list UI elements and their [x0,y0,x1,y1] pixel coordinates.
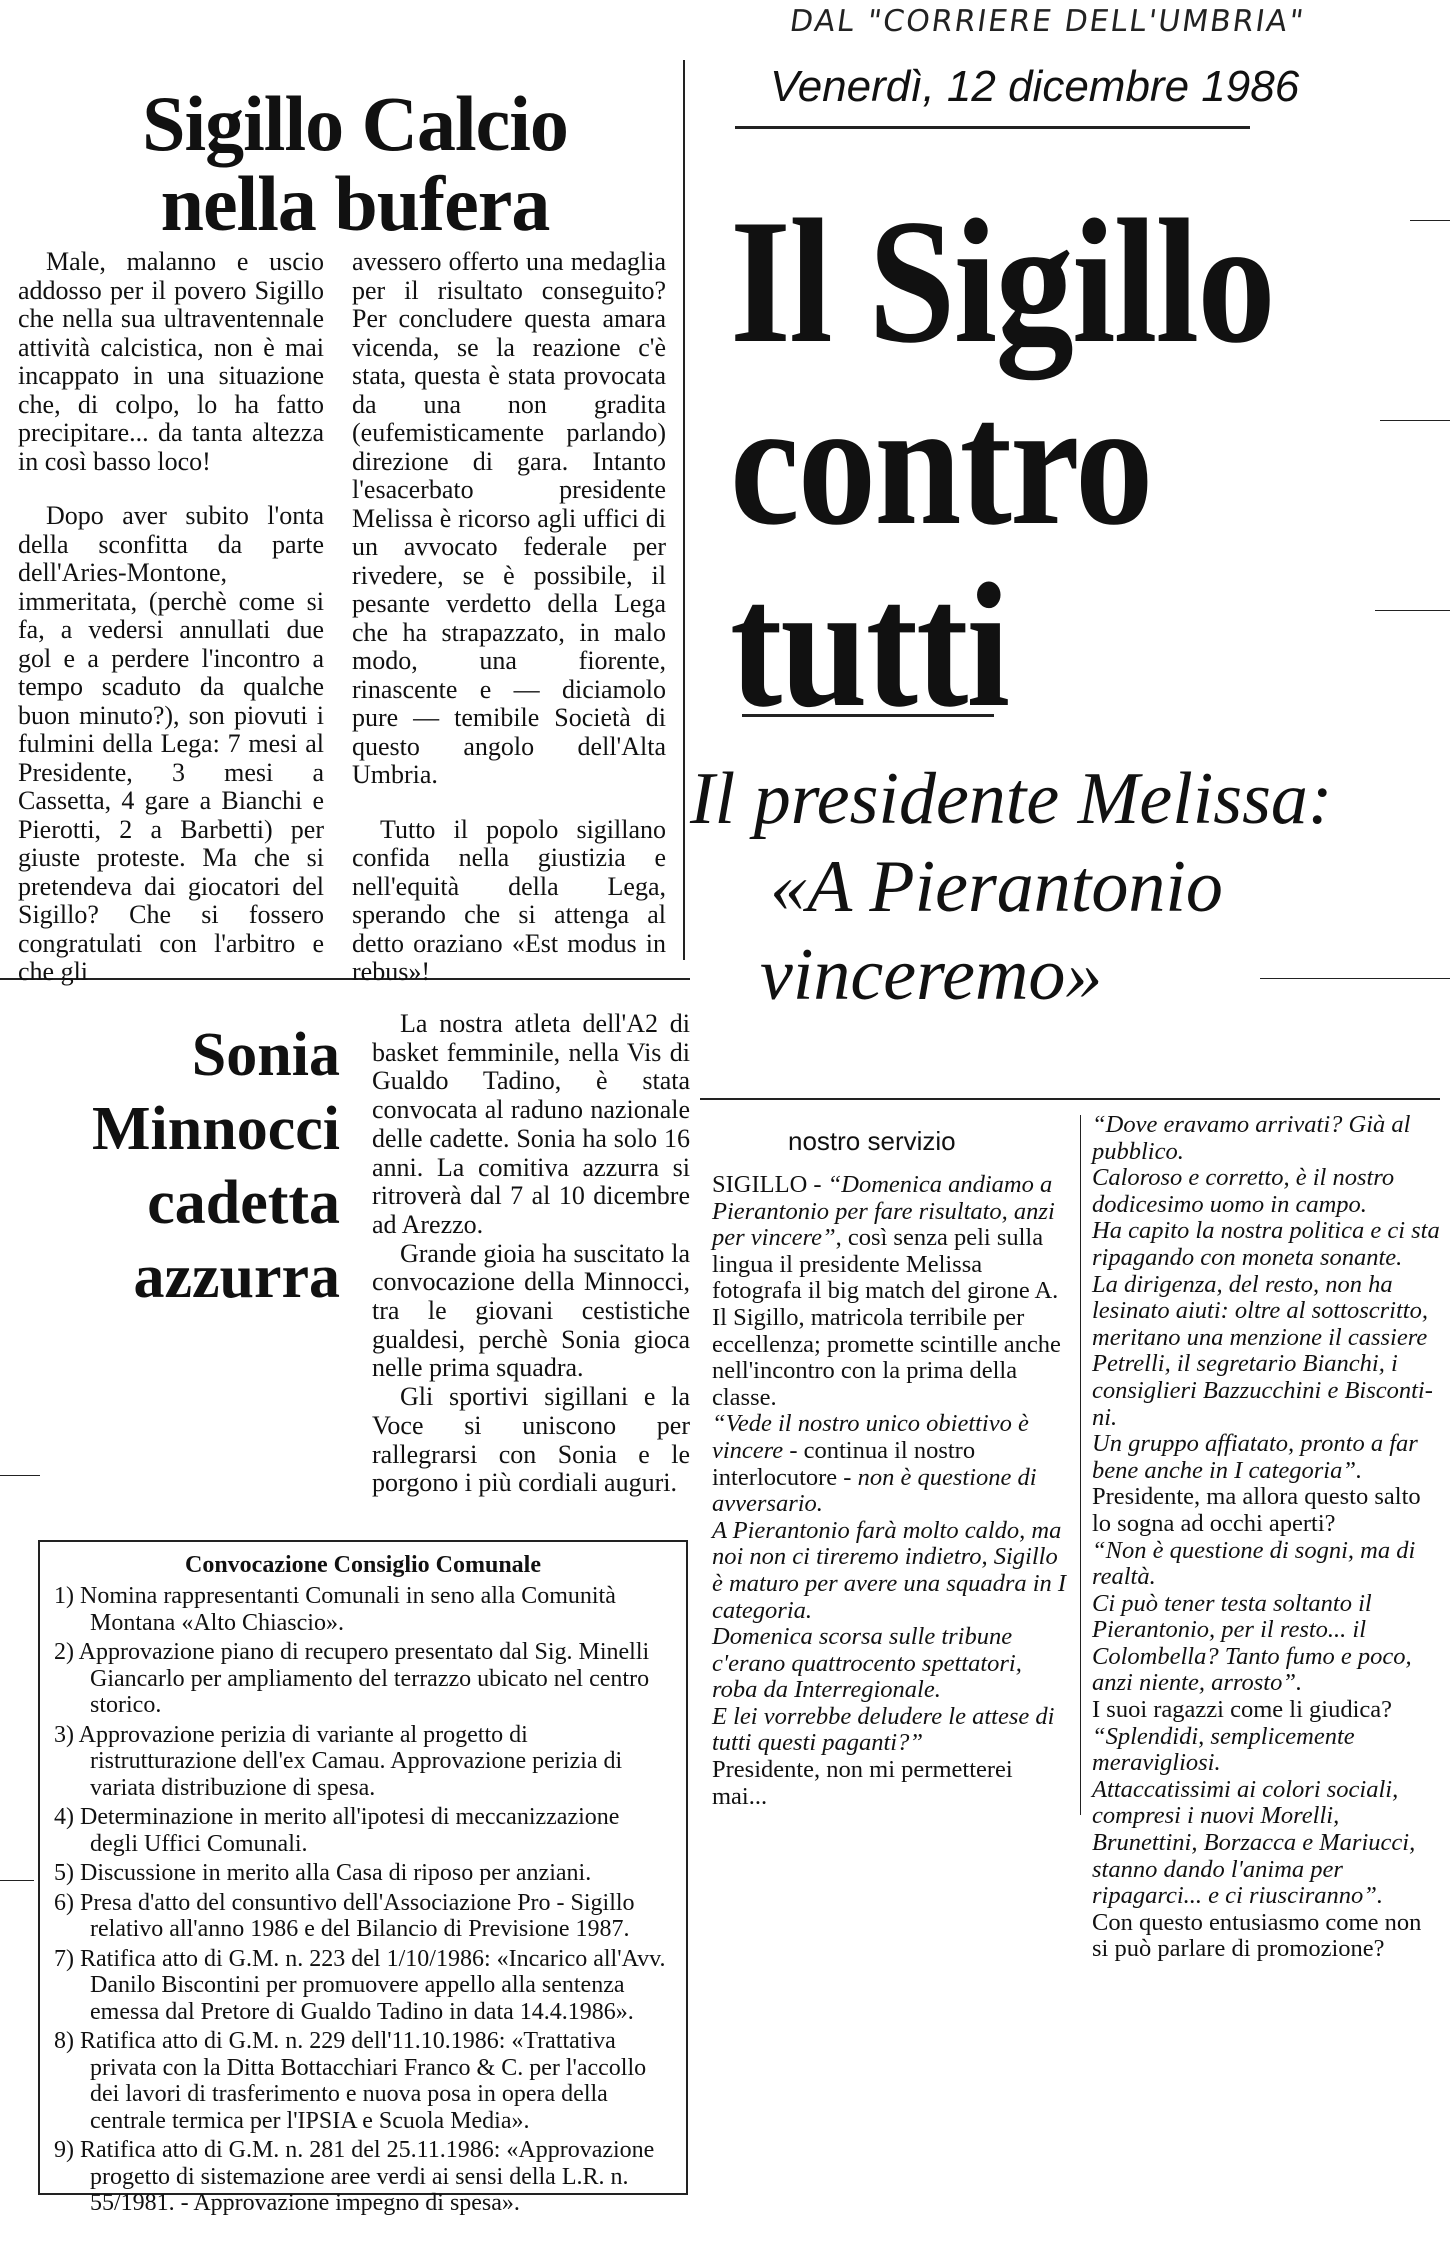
interview-column-1 [712,1172,1070,1810]
headline-line: cadetta [147,1169,340,1237]
list-item: 7) Ratifica atto di G.M. n. 223 del 1/10/1986: «Incarico all'Avv. Danilo Biscontini per promuovere appello alla sentenza emessa dal Pretore di Gualdo Tadino in data 14.4.1986». [54,1945,666,2025]
quoted-speech: Domenica scorsa sulle tribune c'erano quattrocento spettatori, roba da Interregionale. [712,1623,1022,1704]
quoted-speech: “Domenica andiamo a Pierantonio per fare risultato, anzi per vincere” [712,1171,1055,1252]
quoted-speech: “Vede il nostro unico obiettivo è vincere [712,1410,1029,1464]
interview-column-2 [1092,1112,1440,1963]
headline-line: contro [730,364,1152,562]
interview-paragraph [1092,1777,1440,1910]
margin-mark [1380,420,1450,421]
paragraph: Gli sportivi sigillani e la Voce si uniscono per rallegrarsi con Sonia e le porgono i più cordiali auguri. [372,1382,690,1498]
narration: Con questo entusiasmo come non si può parlare di promozione? [1092,1908,1422,1963]
quoted-speech: Caloroso e corretto, è il nostro dodicesimo uomo in campo. [1092,1164,1395,1218]
interview-paragraph [1092,1431,1440,1484]
headline-line: azzurra [133,1243,340,1311]
headline-line: Sigillo Calcio [142,80,568,167]
subheadline-line: «A Pierantonio [770,846,1223,928]
interview-paragraph [1092,1165,1440,1218]
quoted-speech: non è questione di avversario. [712,1463,1037,1518]
list-item: 6) Presa d'atto del consuntivo dell'Associazione Pro - Sigillo relativo all'anno 1986 e del Bilancio di Previsione 1987. [54,1889,635,1942]
article-sigillo-calcio-column-1 [18,248,324,987]
interview-column-divider [1080,1115,1081,1815]
interview-paragraph [712,1305,1070,1411]
list-item: 2) Approvazione piano di recupero presentato dal Sig. Minelli Giancarlo per ampliamento del terrazzo ubicato nel centro storico. [54,1639,650,1718]
interview-paragraph [712,1624,1070,1704]
subheadline-line: Il presidente Melissa: [690,758,1333,840]
date-underline [735,126,1250,129]
headline-line: Minnocci [92,1095,340,1163]
quoted-speech: “Splendidi, semplicemente meravigliosi. [1092,1722,1355,1777]
list-item: 4) Determinazione in merito all'ipotesi di meccanizzazione degli Uffici Comunali. [54,1804,620,1857]
council-notice-box [38,1540,688,2216]
interview-paragraph [712,1757,1070,1810]
narration: - continua il nostro interlocutore - [712,1436,976,1491]
paragraph: Male, malanno e uscio addosso per il povero Sigillo che nella sua ultraventennale attività calcistica, non è mai incappato in una situazione che, di colpo, lo ha fatto precipitare... da tanta altezza in così basso loco! [18,247,324,476]
interview-paragraph [1092,1910,1440,1963]
interview-paragraph [712,1411,1070,1517]
quoted-speech: “Non è questione di sogni, ma di realtà. [1092,1536,1416,1591]
article-sonia-minnocci-body [372,1010,690,1498]
article-sigillo-calcio-headline [120,80,590,247]
article-sigillo-contro-tutti-subheadline [690,755,1450,1019]
article-sonia-minnocci-headline [20,1018,340,1314]
column-divider-left [683,60,685,960]
council-notice-list [54,1583,672,2217]
narration: Presidente, non mi permetterei mai... [712,1756,1013,1810]
paragraph: avessero offerto una medaglia per il risultato conseguito? Per concludere questa amara vicenda, se la reazione c'è stata, questa è stata provocata da una non gradita (eufemisticamente parlando) direzione di gara. Intanto l'esacerbato presidente Melissa è ricorso agli uffici di un avvocato federale per rivedere, se è possibile, il pesante verdetto della Lega che ha strapazzato, in malo modo, una fiorente, rinascente e — diciamolo pure — temibile Società di questo angolo dell'Alta Umbria. [352,247,666,789]
interview-paragraph [712,1172,1070,1305]
margin-mark [0,1475,40,1476]
interview-paragraph [1092,1591,1440,1697]
narration: , così senza peli sulla lingua il presidente Melissa fotografa il big match del girone A. [712,1224,1059,1305]
narration: Presidente, ma allora questo salto lo sogna ad occhi aperti? [1092,1483,1421,1537]
interview-paragraph [1092,1112,1440,1165]
margin-mark [1410,220,1450,221]
quoted-speech: Ha capito la nostra politica e ci sta ripagando con moneta sonante. [1092,1217,1440,1271]
quoted-speech: “Dove eravamo arrivati? Già al pubblico. [1092,1111,1411,1165]
interview-paragraph [1092,1697,1440,1724]
date-line: Venerdì, 12 dicembre 1986 [770,62,1300,111]
list-item: 1) Nomina rappresentanti Comunali in seno alla Comunità Montana «Alto Chiascio». [54,1583,616,1636]
list-item: 9) Ratifica atto di G.M. n. 281 del 25.11.1986: «Approvazione progetto di sistemazione aree verdi ai sensi della L.R. n. 55/1981. - Approvazione impegno di spesa». [54,2137,655,2216]
paragraph: Tutto il popolo sigillano confida nella giustizia e nell'equità della Lega, sperando che si attenga al detto oraziano «Est modus in rebus»! [352,814,666,986]
narration: SIGILLO - [712,1171,828,1198]
quoted-speech: Attaccatissimi ai colori sociali, compresi i nuovi Morelli, Brunettini, Borzacca e Mariucci, stanno dando l'anima per ripagarci... e ci riusciranno”. [1092,1775,1416,1910]
interview-paragraph [1092,1724,1440,1777]
interview-paragraph [1092,1538,1440,1591]
quoted-speech: E lei vorrebbe deludere le attese di tutti questi paganti?” [712,1702,1055,1757]
list-item: 5) Discussione in merito alla Casa di riposo per anziani. [54,1860,592,1886]
list-item: 3) Approvazione perizia di variante al progetto di ristrutturazione dell'ex Camau. Approvazione perizia di variata distribuzione di spesa. [54,1721,623,1801]
handwritten-source-note: DAL "CORRIERE DELL'UMBRIA" [787,4,1308,39]
subheadline-line: vinceremo» [760,934,1103,1016]
interview-paragraph [712,1518,1070,1624]
margin-mark [1375,610,1450,611]
article-sigillo-calcio-column-2 [352,248,666,987]
interview-paragraph [712,1704,1070,1757]
paragraph: Grande gioia ha suscitato la convocazione della Minnocci, tra le giovani cestistiche gualdesi, perchè Sonia gioca nelle prima squadra. [372,1238,690,1383]
narration: Il Sigillo, matricola terribile per eccellenza; promette scintille anche nell'incontro con la prima della classe. [712,1303,1061,1411]
interview-paragraph [1092,1218,1440,1271]
paragraph: La nostra atleta dell'A2 di basket femminile, nella Vis di Gualdo Tadino, è stata convocata al raduno nazionale delle cadette. Sonia ha solo 16 anni. La comitiva azzurra si ritroverà dal 7 al 10 dicembre ad Arezzo. [372,1009,690,1239]
headline-line: Sonia [191,1021,340,1089]
quoted-speech: Un gruppo affiatato, pronto a far bene anche in I categoria”. [1092,1430,1418,1484]
quoted-speech: A Pierantonio farà molto caldo, ma noi non ci tireremo indietro, Sigillo è maturo per avere una squadra in I categoria. [712,1516,1067,1624]
article-sigillo-contro-tutti-headline [730,182,1364,744]
headline-line: Il Sigillo [730,182,1274,380]
margin-mark [1260,978,1450,979]
interview-paragraph [1092,1484,1440,1537]
interview-top-rule [700,1098,1440,1100]
margin-mark [0,1880,34,1881]
quoted-speech: La dirigenza, del resto, non ha lesinato aiuti: oltre al sottoscritto, meritano una menzione il cassiere Petrelli, il segretario Bianchi, i consiglieri Bazzucchini e Bisconti-ni. [1092,1270,1433,1431]
byline: nostro servizio [788,1126,956,1156]
interview-paragraph [1092,1272,1440,1432]
narration: I suoi ragazzi come li giudica? [1092,1696,1392,1724]
paragraph: Dopo aver subito l'onta della sconfitta da parte dell'Aries-Montone, immeritata, (perchè come si fa, a vedersi annullati due gol e a perdere l'incontro a tempo scaduto da qualche buon minuto?), son piovuti i fulmini della Lega: 7 mesi al Presidente, 3 mesi a Cassetta, 4 gare a Bianchi e Pierotti, 2 a Barbetti) per giuste proteste. Ma che si pretendeva dai giocatori del Sigillo? Che si fossero congratulati con l'arbitro e che gli [18,501,324,986]
quoted-speech: Ci può tener testa soltanto il Pierantonio, per il resto... il Colombella? Tanto fumo e poco, anzi niente, arrosto”. [1092,1589,1412,1697]
list-item: 8) Ratifica atto di G.M. n. 229 dell'11.10.1986: «Trattativa privata con la Ditta Bottacchiari Franco & C. per l'accollo dei lavori di trasferimento e nuova posa in opera della centrale termica per l'IPSIA e Scuola Media». [54,2028,647,2134]
headline-line: nella bufera [160,160,550,247]
headline-line: tutti [730,546,1009,744]
council-notice-title: Convocazione Consiglio Comunale [184,1552,541,1578]
